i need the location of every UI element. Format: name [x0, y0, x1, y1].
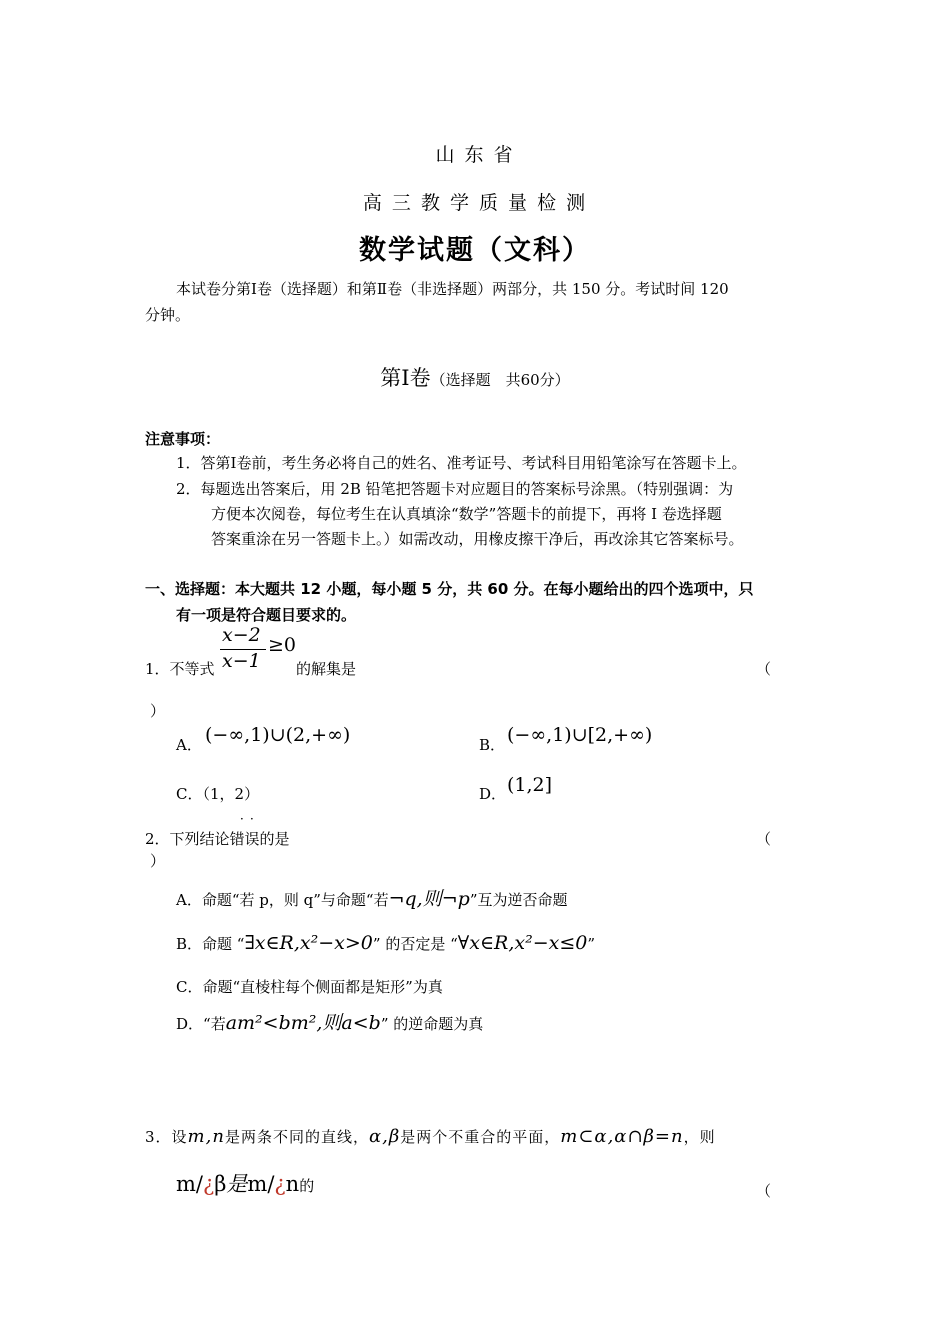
province-title: 山 东 省 [435, 144, 515, 166]
q3-line-2 [176, 1168, 314, 1198]
q3-line-2-math-d: n [285, 1172, 300, 1196]
subject-title: 数学试题（文科） [359, 235, 591, 266]
section-1-title [0, 362, 950, 392]
q1-option-b-math: (−∞,1)∪[2,+∞) [507, 724, 653, 746]
notes-item-1: 1．答第I卷前，考生务必将自己的姓名、准考证号、考试科目用铅笔涂写在答题卡上。 [176, 454, 747, 472]
q2-stem: 2．下列结论错误的是 [145, 830, 290, 848]
exam-name: 高 三 教 学 质 量 检 测 [362, 192, 588, 214]
q3-text-1: 是两条不同的直线， [224, 1128, 369, 1146]
notes-item-2-line-2: 方便本次阅卷，每位考生在认真填涂“数学”答题卡的前提下，再将 I 卷选择题 [211, 505, 722, 523]
q3-prefix: 3．设 [145, 1128, 188, 1146]
q2-option-b-post: ” [587, 935, 596, 953]
q3-line-2-math-c: m/ [247, 1172, 275, 1196]
q1-denominator: x−1 [222, 650, 261, 672]
q1-option-a-label: A． [176, 736, 202, 754]
q2-option-b-math-2: ∀x∈R,x²−x≤0 [457, 932, 588, 954]
q1-option-c: C．（1，2） [176, 785, 260, 803]
q2-option-a [176, 884, 567, 911]
intro-line-2: 分钟。 [145, 306, 191, 324]
q3-math-1: m,n [187, 1126, 225, 1147]
q3-text-2: 是两个不重合的平面， [400, 1128, 561, 1146]
q3-paren-open: （ [756, 1182, 772, 1200]
q2-option-a-post: ”互为逆否命题 [469, 891, 568, 909]
q1-paren-open: （ [756, 660, 772, 678]
q3-line-2-red-2: ¿ [274, 1172, 286, 1196]
q1-numerator: x−2 [222, 624, 261, 646]
q2-paren-close: ） [150, 852, 166, 870]
notes-item-2-line-3: 答案重涂在另一答题卡上。）如需改动，用橡皮擦干净后，再改涂其它答案标号。 [211, 530, 744, 548]
part-1-heading-line-2: 有一项是符合题目要求的。 [176, 606, 357, 624]
q1-prefix: 1．不等式 [145, 660, 215, 678]
q3-line-2-math-a: m/ [176, 1172, 203, 1196]
q1-relation: ≥0 [268, 634, 297, 656]
q2-option-a-pre: A．命题“若 p，则 q”与命题“若 [176, 891, 389, 909]
q1-paren-close: ） [150, 702, 166, 720]
q1-option-d-math: (1,2] [507, 774, 553, 796]
q3-line-2-math-b: β [214, 1172, 227, 1196]
q2-option-c: C．命题“直棱柱每个侧面都是矩形”为真 [176, 978, 443, 996]
section-1-title-main: 第Ⅰ卷 [380, 366, 431, 390]
q1-option-d-label: D． [479, 785, 507, 803]
q3-line-2-italic: 是 [226, 1172, 248, 1196]
q2-emphasis-dots: ．． [240, 808, 267, 822]
q1-suffix: 的解集是 [296, 660, 357, 678]
section-1-title-sub: （选择题 共60分） [430, 371, 570, 389]
q2-option-d-math: am²<bm²,则a<b [225, 1012, 381, 1034]
notes-heading: 注意事项： [145, 430, 221, 448]
q2-option-a-math: ¬q,则¬p [388, 888, 470, 910]
intro-line-1: 本试卷分第Ⅰ卷（选择题）和第Ⅱ卷（非选择题）两部分，共 150 分。考试时间 120 [176, 280, 729, 298]
q3-line-2-suffix: 的 [299, 1177, 315, 1195]
q2-option-b-mid: ” 的否定是 “ [372, 935, 458, 953]
q2-paren-open: （ [756, 830, 772, 848]
notes-item-2-line-1: 2．每题选出答案后，用 2B 铅笔把答题卡对应题目的答案标号涂黑。（特别强调：为 [176, 480, 734, 498]
q2-option-d [176, 1008, 483, 1035]
q1-option-a-math: (−∞,1)∪(2,+∞) [205, 724, 351, 746]
q2-option-b-math-1: ∃x∈R,x²−x>0 [244, 932, 373, 954]
q2-option-b-pre: B．命题 “ [176, 935, 245, 953]
part-1-heading-line-1: 一、选择题：本大题共 12 小题，每小题 5 分，共 60 分。在每小题给出的四个选项中，只 [145, 580, 754, 598]
q3-line-2-red-1: ¿ [203, 1172, 215, 1196]
q2-option-b [176, 932, 595, 954]
q2-option-d-post: ” 的逆命题为真 [380, 1015, 484, 1033]
q3-math-3: m⊂α,α∩β=n [560, 1126, 684, 1147]
q2-option-d-pre: D．“若 [176, 1015, 226, 1033]
q1-option-b-label: B． [479, 736, 506, 754]
q3-text-3: ，则 [683, 1128, 716, 1146]
q3-math-2: α,β [368, 1126, 401, 1147]
q3-line-1 [145, 1126, 716, 1147]
